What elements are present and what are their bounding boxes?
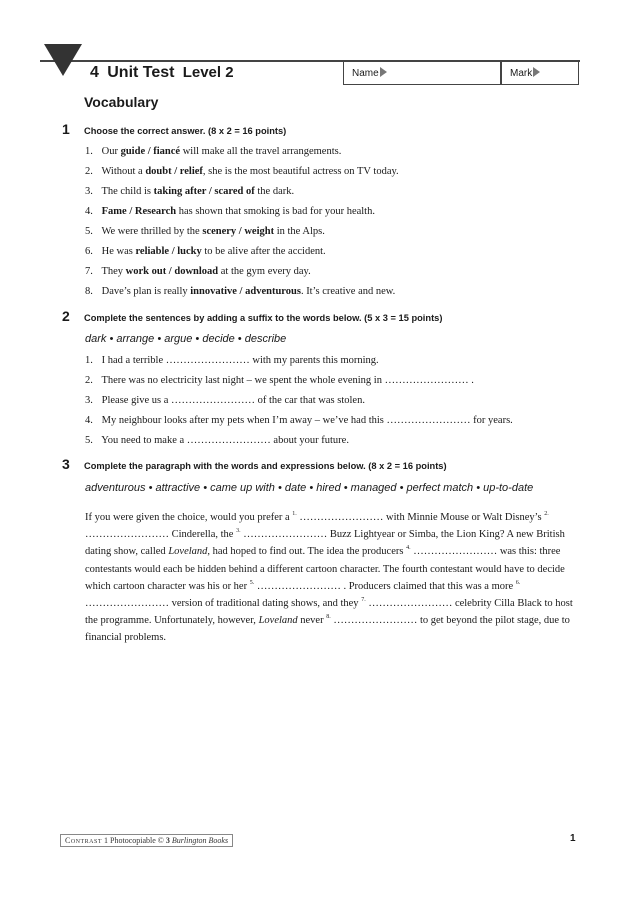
gap-number: 2. bbox=[544, 511, 549, 517]
corner-triangle-marker bbox=[44, 44, 82, 76]
gap-number: 1. bbox=[292, 511, 297, 517]
gap-number: 3. bbox=[236, 528, 241, 535]
exercise-1-item: 5. We were thrilled by the scenery / weight in the Alps. bbox=[85, 226, 325, 237]
gap-number: 8. bbox=[326, 614, 331, 621]
exercise-2-word-bank: dark • arrange • argue • decide • describe bbox=[85, 333, 287, 345]
mark-field[interactable] bbox=[501, 61, 579, 85]
unit-label: Unit Test bbox=[107, 64, 175, 81]
gap-number: 7. bbox=[361, 597, 366, 604]
exercise-2-item: 5. You need to make a …………………… about your future. bbox=[85, 435, 349, 446]
footer-publisher: Burlington Books bbox=[171, 836, 229, 845]
show-title: Loveland bbox=[258, 615, 298, 627]
exercise-3-paragraph: If you were given the choice, would you prefer a $^{1.}$ …………………… with Minnie Mouse or Walt Disney’s $^{2.}$ …………………… Cinderella, the $^{3.}$ …………………… Buzz Lightyear or Simba, the Lion King? A new British dating show, called Loveland, had hoped to find out. The idea the producers $^{4.}$ …………………… was this: three contestants would each be hidden behind a different cartoon character. The fourth contestant would have to decide which cartoon character was his or her $^{5.}$ …………………… . Producers claimed that this was a more $^{6.}$ …………………… version of traditional dating shows, and they $^{7.}$ …………………… celebrity Cilla Black to host the programme. Unfortunately, however, Loveland never $^{8.}$ …………………… to get beyond the pilot stage, due to financial problems. bbox=[85, 511, 573, 644]
exercise-3-number: 3 bbox=[62, 456, 70, 472]
name-field[interactable] bbox=[343, 61, 501, 85]
exercise-2-item: 1. I had a terrible …………………… with my parents this morning. bbox=[85, 355, 379, 366]
exercise-1-number: 1 bbox=[62, 121, 70, 137]
exercise-2-item: 2. There was no electricity last night – we spent the whole evening in …………………… . bbox=[85, 375, 474, 386]
exercise-1-item: 7. They work out / download at the gym every day. bbox=[85, 266, 311, 277]
exercise-1-item: 2. Without a doubt / relief, she is the most beautiful actress on TV today. bbox=[85, 166, 399, 177]
exercise-2-instruction: Complete the sentences by adding a suffix to the words below. (5 x 3 = 15 points) bbox=[84, 313, 443, 323]
mark-arrow-icon bbox=[533, 67, 540, 77]
level-label: Level 2 bbox=[182, 64, 234, 81]
exercise-1-item: 3. The child is taking after / scared of the dark. bbox=[85, 186, 295, 197]
exercise-1-item: 6. He was reliable / lucky to be alive after the accident. bbox=[85, 246, 326, 257]
unit-title bbox=[90, 64, 234, 82]
name-arrow-icon bbox=[380, 67, 387, 77]
gap-number: 6. bbox=[515, 579, 521, 586]
exercise-2-item: 4. My neighbour looks after my pets when I’m away – we’ve had this …………………… for years. bbox=[85, 415, 513, 426]
exercise-3-word-bank: adventurous • attractive • came up with • date • hired • managed • perfect match • up-to-date bbox=[85, 482, 534, 494]
mark-label: Mark bbox=[510, 68, 533, 79]
exercise-2-item: 3. Please give us a …………………… of the car that was stolen. bbox=[85, 395, 365, 406]
name-label: Name bbox=[352, 68, 379, 79]
unit-number: 4 bbox=[90, 64, 99, 81]
section-heading: Vocabulary bbox=[84, 94, 159, 110]
exercise-1-item: 8. Dave’s plan is really innovative / adventurous. It’s creative and new. bbox=[85, 286, 396, 297]
footer-contrast: Contrast bbox=[65, 836, 103, 845]
exercise-3-instruction: Complete the paragraph with the words and expressions below. (8 x 2 = 16 points) bbox=[84, 461, 447, 471]
footer-level: 1 bbox=[104, 836, 109, 845]
exercise-1-item: 4. Fame / Research has shown that smoking is bad for your health. bbox=[85, 206, 375, 217]
gap-number: 4. bbox=[406, 545, 411, 552]
show-title: Loveland bbox=[168, 546, 208, 558]
exercise-2-number: 2 bbox=[62, 308, 70, 324]
footer-copyright-stamp bbox=[60, 834, 233, 847]
page-number: 1 bbox=[570, 833, 576, 844]
gap-number: 5. bbox=[249, 579, 255, 586]
footer-publisher-logo: 3 bbox=[165, 836, 170, 845]
footer-photocopiable: Photocopiable © bbox=[110, 836, 164, 845]
exercise-1-item: 1. Our guide / fiancé will make all the travel arrangements. bbox=[85, 146, 342, 157]
exercise-1-instruction: Choose the correct answer. (8 x 2 = 16 points) bbox=[84, 126, 287, 136]
